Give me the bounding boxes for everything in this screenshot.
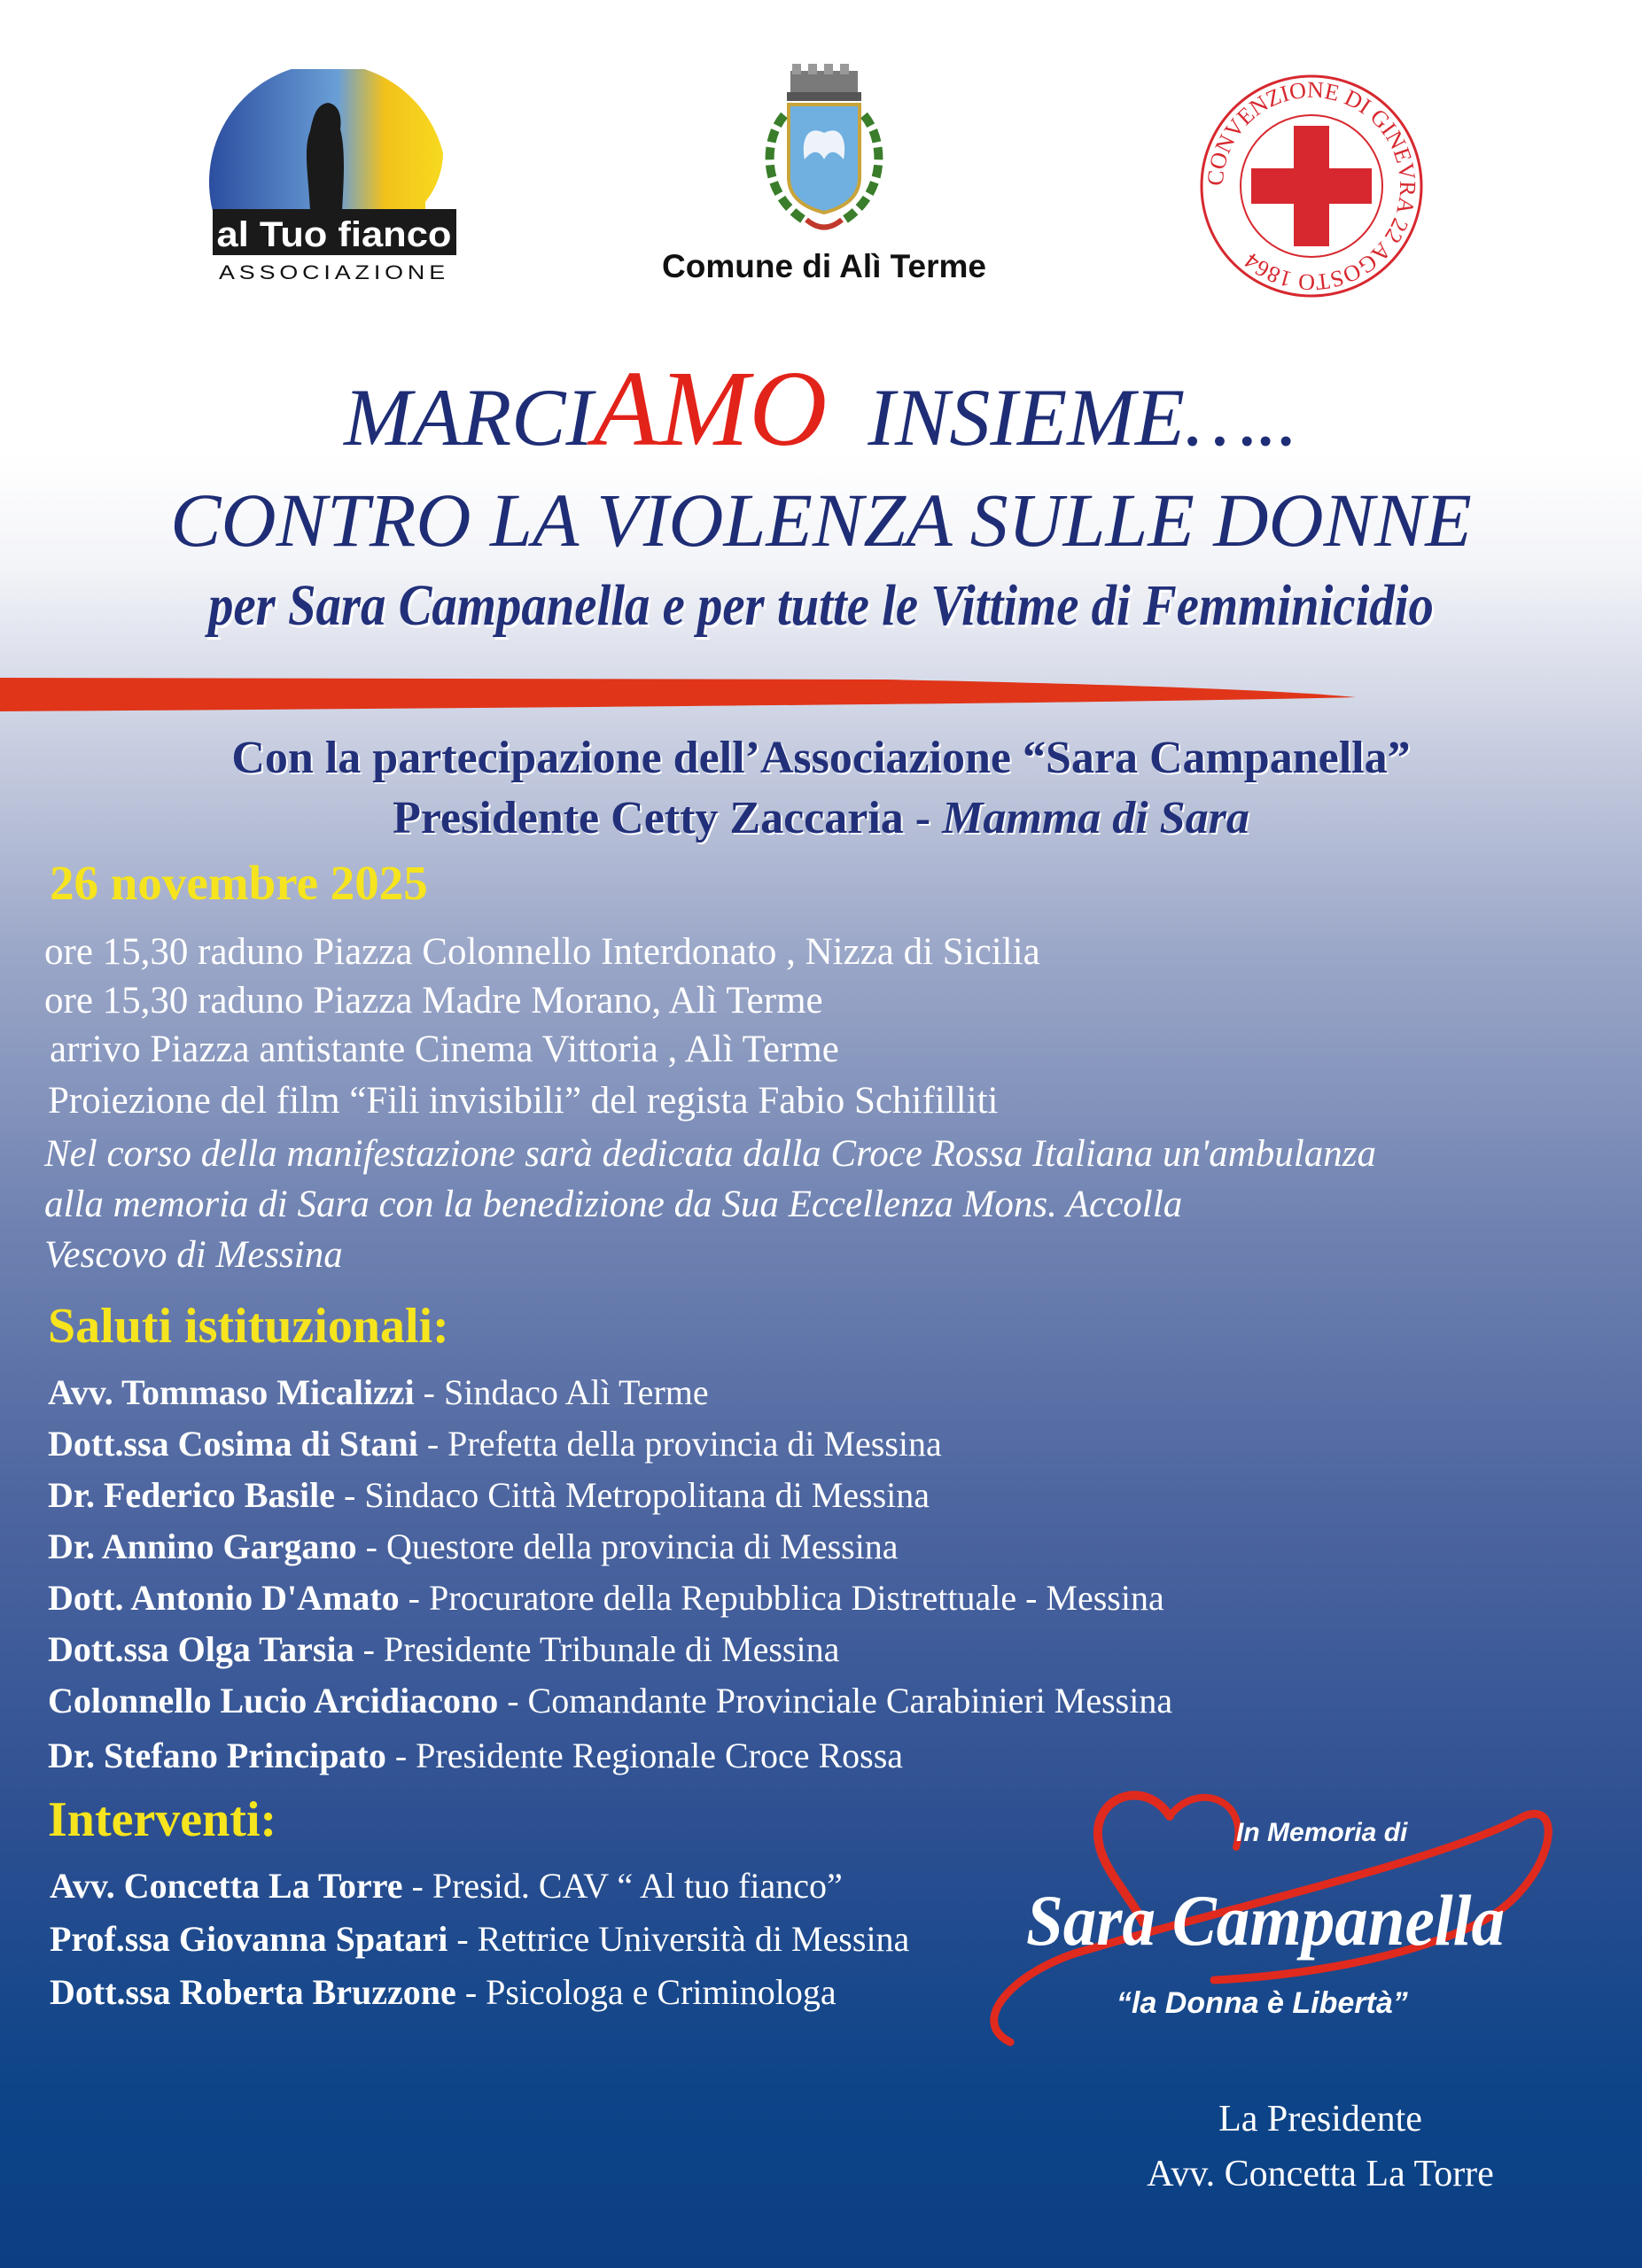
president-role: Mamma di Sara <box>942 793 1249 843</box>
memorial-top-text: In Memoria di <box>1236 1818 1408 1847</box>
saluti-person <box>48 1371 709 1413</box>
saluti-person <box>48 1474 930 1516</box>
person-role: - Rettrice Università di Messina <box>447 1919 910 1959</box>
person-name: Dr. Annino Gargano <box>48 1526 357 1566</box>
red-cross-logo <box>1196 71 1427 301</box>
red-cross-ring-text: CONVENZIONE DI GINEVRA 22 AGOSTO 1864 <box>1202 76 1421 296</box>
red-divider <box>0 678 1356 711</box>
person-name: Dott.ssa Olga Tarsia <box>48 1629 354 1669</box>
event-note-line: Vescovo di Messina <box>44 1234 343 1276</box>
saluti-person <box>48 1526 899 1567</box>
interventi-person <box>50 1918 909 1960</box>
person-role: - Questore della provincia di Messina <box>356 1526 899 1566</box>
program-line: ore 15,30 raduno Piazza Madre Morano, Alì Terme <box>44 980 823 1021</box>
comune-label: Comune di Alì Terme <box>662 248 986 284</box>
interventi-person <box>50 1971 837 2013</box>
person-name: Dr. Stefano Principato <box>48 1736 386 1775</box>
person-name: Dott.ssa Roberta Bruzzone <box>50 1972 456 2012</box>
saluti-person <box>48 1423 942 1464</box>
saluti-person <box>48 1577 1164 1619</box>
al-tuo-fianco-logo <box>204 69 470 291</box>
person-role: - Presidente Regionale Croce Rossa <box>385 1736 904 1775</box>
person-name: Dott. Antonio D'Amato <box>48 1578 400 1618</box>
person-role: - Comandante Provinciale Carabinieri Messina <box>498 1681 1173 1720</box>
person-role: - Prefetta della provincia di Messina <box>417 1424 942 1464</box>
saluti-heading: Saluti istituzionali: <box>48 1299 449 1354</box>
title-prefix: MARCI <box>344 372 594 462</box>
person-name: Avv. Concetta La Torre <box>50 1866 403 1906</box>
interventi-person <box>50 1865 843 1907</box>
event-note-line: Nel corso della manifestazione sarà dedicata dalla Croce Rossa Italiana un'ambulanza <box>44 1133 1376 1175</box>
person-name: Prof.ssa Giovanna Spatari <box>50 1919 448 1959</box>
president-name: Presidente Cetty Zaccaria - <box>393 793 943 843</box>
person-name: Dr. Federico Basile <box>48 1475 336 1515</box>
comune-crest <box>638 62 1010 301</box>
saluti-person <box>48 1735 903 1776</box>
person-role: - Sindaco Città Metropolitana di Messina <box>335 1475 930 1515</box>
participation-line-1: Con la partecipazione dell’Associazione “Sara Campanella” <box>231 733 1411 783</box>
person-role: - Psicologa e Criminologa <box>455 1972 837 2012</box>
event-date: 26 novembre 2025 <box>50 856 428 910</box>
interventi-heading: Interventi: <box>48 1792 277 1847</box>
memorial-name: Sara Campanella <box>1026 1880 1505 1961</box>
association-name: al Tuo fianco <box>216 215 452 254</box>
event-note-line: alla memoria di Sara con la benedizione da Sua Eccellenza Mons. Accolla <box>44 1184 1183 1225</box>
sara-campanella-memorial-logo <box>984 1781 1560 2064</box>
program-line: ore 15,30 raduno Piazza Colonnello Interdonato , Nizza di Sicilia <box>44 931 1040 973</box>
person-role: - Procuratore della Repubblica Distrettuale - Messina <box>399 1578 1164 1618</box>
person-name: Colonnello Lucio Arcidiacono <box>48 1681 499 1720</box>
saluti-person <box>48 1628 839 1670</box>
participation-line-2 <box>0 791 1642 846</box>
title-line-3: per Sara Campanella e per tutte le Vittime di Femminicidio <box>208 573 1434 638</box>
person-name: Dott.ssa Cosima di Stani <box>48 1424 418 1464</box>
person-role: - Sindaco Alì Terme <box>414 1372 709 1412</box>
memorial-slogan: “la Donna è Libertà” <box>1117 1986 1408 2020</box>
person-role: - Presidente Tribunale di Messina <box>354 1629 840 1669</box>
title-line-2: CONTRO LA VIOLENZA SULLE DONNE <box>170 478 1472 563</box>
saluti-person <box>48 1680 1172 1721</box>
signature-role: La Presidente <box>1218 2099 1422 2140</box>
person-role: - Presid. CAV “ Al tuo fianco” <box>402 1866 843 1906</box>
title-highlight: AMO <box>593 349 828 469</box>
title-suffix: INSIEME….. <box>868 372 1298 462</box>
association-subtext: ASSOCIAZIONE <box>219 261 449 284</box>
main-title <box>0 350 1642 469</box>
signature-name: Avv. Concetta La Torre <box>1147 2154 1494 2194</box>
program-line: Proiezione del film “Fili invisibili” del regista Fabio Schifilliti <box>48 1080 999 1122</box>
program-line: arrivo Piazza antistante Cinema Vittoria , Alì Terme <box>50 1029 839 1070</box>
person-name: Avv. Tommaso Micalizzi <box>48 1372 415 1412</box>
